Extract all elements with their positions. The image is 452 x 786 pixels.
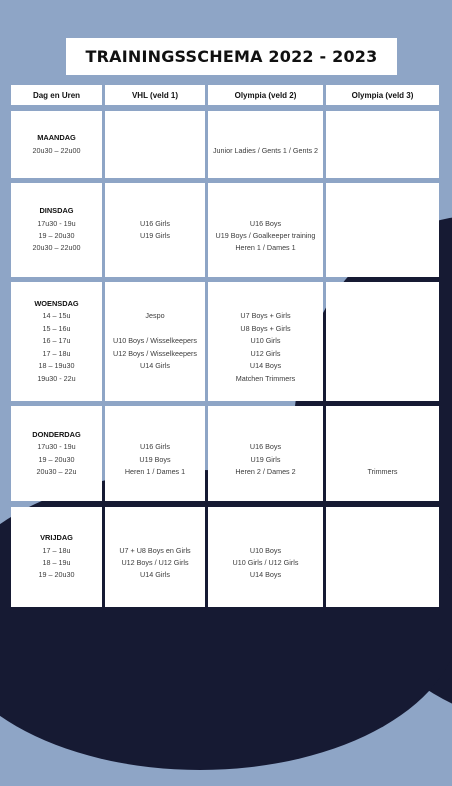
time-slot: 19 – 20u30	[38, 570, 75, 580]
team-entry: U14 Boys	[249, 361, 282, 371]
team-entry: U7 + U8 Boys en Girls	[119, 545, 191, 555]
team-entry: Heren 2 / Dames 2	[235, 466, 296, 476]
team-entry: U19 Boys	[139, 454, 171, 464]
team-entry: U12 Boys / U12 Girls	[121, 558, 189, 567]
team-entry: Trimmers	[367, 466, 398, 476]
team-entry	[382, 454, 384, 466]
cell-vrijdag-vhl	[105, 507, 205, 607]
team-entry: U19 Boys / Goalkeeper training	[215, 231, 316, 240]
cell-donderdag-olympia2	[208, 406, 323, 501]
team-entry: U14 Girls	[140, 570, 170, 580]
team-entry: U16 Boys	[249, 442, 282, 452]
time-slot: 19 – 20u30	[38, 454, 75, 464]
page-title: TRAININGSSCHEMA 2022 - 2023	[85, 47, 378, 66]
team-entry: U16 Girls	[140, 442, 170, 452]
team-entry: U10 Boys / Wisselkeepers	[113, 336, 197, 346]
team-entry: U14 Girls	[140, 361, 170, 371]
day-label: DINSDAG	[39, 206, 74, 216]
team-entry: U14 Boys	[249, 570, 282, 580]
cell-dinsdag-olympia3	[326, 183, 439, 277]
team-entry	[154, 323, 156, 335]
time-slot: 20u30 – 22u	[36, 466, 77, 476]
cell-woensdag-olympia2	[208, 282, 323, 401]
team-entry: Heren 1 / Dames 1	[124, 466, 186, 476]
team-entry: U10 Girls / U12 Girls	[232, 558, 299, 567]
time-slot: 17u30 - 19u	[37, 218, 76, 228]
cell-maandag-vhl	[105, 111, 205, 178]
team-entry: U19 Girls	[250, 454, 281, 464]
cell-dinsdag-olympia2	[208, 183, 323, 277]
team-entry: U10 Girls	[250, 336, 281, 346]
time-slot: 16 – 17u	[42, 336, 71, 346]
time-slot: 19u30 - 22u	[37, 373, 76, 383]
cell-woensdag-times	[11, 282, 102, 401]
cell-vrijdag-olympia2	[208, 507, 323, 607]
day-label: MAANDAG	[37, 133, 76, 143]
cell-vrijdag-times	[11, 507, 102, 607]
time-slot: 18 – 19u	[42, 558, 71, 567]
team-entry: Heren 1 / Dames 1	[235, 243, 296, 253]
cell-dinsdag-times	[11, 183, 102, 277]
cell-donderdag-times	[11, 406, 102, 501]
team-entry: Jespo	[145, 311, 165, 321]
cell-dinsdag-vhl	[105, 183, 205, 277]
time-slot: 15 – 16u	[42, 323, 71, 333]
day-label: WOENSDAG	[34, 299, 79, 309]
time-slot: 19 – 20u30	[38, 231, 75, 240]
team-entry	[154, 242, 156, 254]
time-slot: 17 – 18u	[42, 545, 71, 555]
team-entry: U16 Girls	[140, 218, 170, 228]
team-entry: Junior Ladies / Gents 1 / Gents 2	[212, 145, 319, 155]
time-slot: 14 – 15u	[42, 311, 71, 321]
team-entry: U8 Boys + Girls	[240, 323, 291, 333]
day-label: DONDERDAG	[32, 429, 81, 439]
team-entry: U12 Boys / Wisselkeepers	[113, 348, 197, 358]
header-day: Dag en Uren	[11, 85, 102, 105]
header-olympia2: Olympia (veld 2)	[208, 85, 323, 105]
header-vhl: VHL (veld 1)	[105, 85, 205, 105]
cell-woensdag-olympia3	[326, 282, 439, 401]
time-slot: 20u30 – 22u00	[32, 145, 81, 155]
cell-maandag-olympia2	[208, 111, 323, 178]
cell-vrijdag-olympia3	[326, 507, 439, 607]
cell-maandag-times	[11, 111, 102, 178]
time-slot: 20u30 – 22u00	[32, 243, 81, 253]
team-entry: U19 Girls	[140, 231, 170, 240]
cell-donderdag-olympia3	[326, 406, 439, 501]
cell-donderdag-vhl	[105, 406, 205, 501]
team-entry	[382, 441, 384, 453]
day-label: VRIJDAG	[40, 533, 73, 543]
cell-woensdag-vhl	[105, 282, 205, 401]
team-entry: U16 Boys	[249, 218, 282, 228]
cell-maandag-olympia3	[326, 111, 439, 178]
team-entry: U12 Girls	[250, 348, 281, 358]
time-slot: 18 – 19u30	[38, 361, 75, 371]
team-entry: U7 Boys + Girls	[240, 311, 291, 321]
team-entry	[154, 373, 156, 385]
team-entry: U10 Boys	[249, 545, 282, 555]
team-entry: Matchen Trimmers	[235, 373, 296, 383]
time-slot: 17 – 18u	[42, 348, 71, 358]
header-olympia3: Olympia (veld 3)	[326, 85, 439, 105]
title-box	[66, 38, 397, 75]
time-slot: 17u30 - 19u	[37, 442, 76, 452]
